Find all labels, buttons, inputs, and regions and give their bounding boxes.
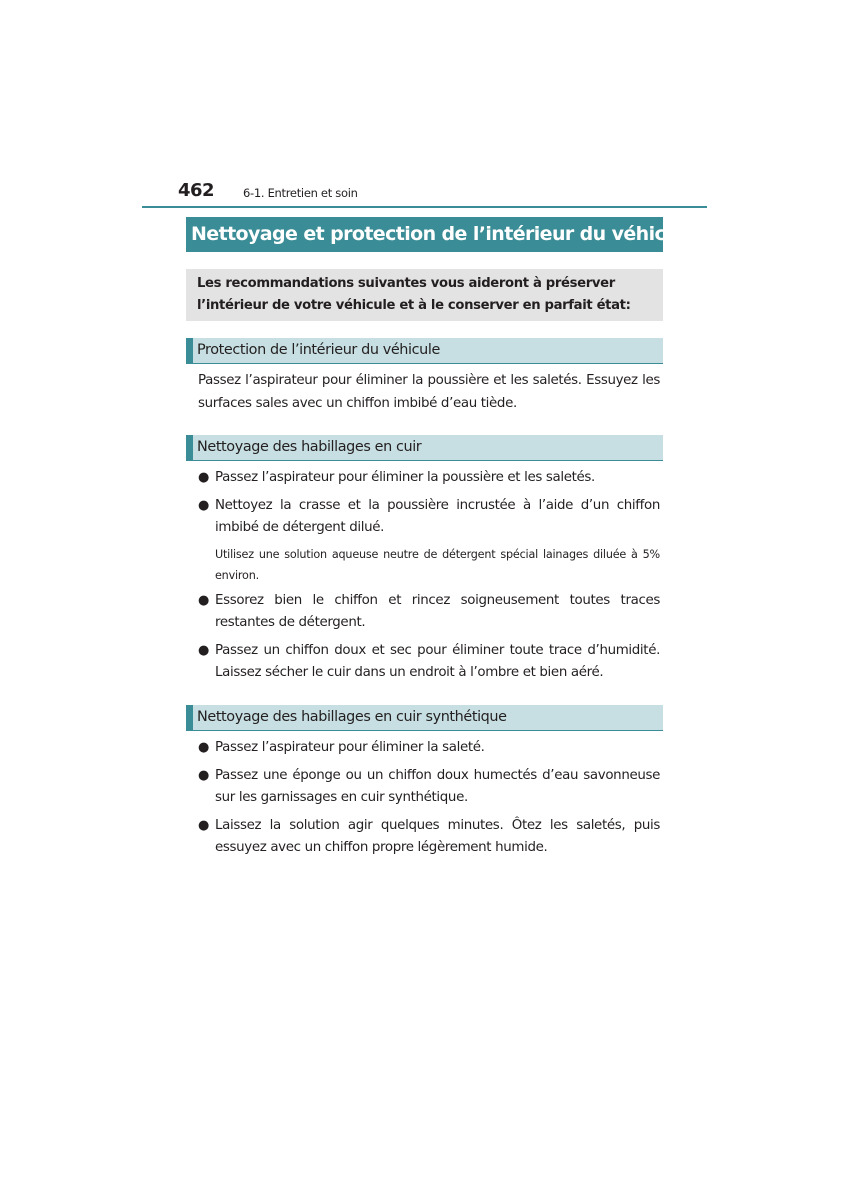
list-item-text: Nettoyez la crasse et la poussière incrustée à l’aide d’un chiffon imbibé de détergent dilué. — [215, 498, 660, 535]
list-item — [198, 765, 660, 809]
list-item — [198, 495, 660, 539]
list-item-text: Laissez la solution agir quelques minutes. Ôtez les saletés, puis essuyez avec un chiffon propre légèrement humide. — [215, 818, 660, 855]
list-item — [198, 815, 660, 859]
bullet-icon: ● — [198, 498, 209, 513]
list-item — [198, 640, 660, 684]
page-number: 462 — [178, 180, 215, 201]
chapter-title: 6-1. Entretien et soin — [243, 186, 358, 200]
bullet-icon: ● — [198, 740, 209, 755]
section-heading-leather — [186, 435, 663, 461]
section-accent-bar — [186, 338, 193, 363]
page-title: Nettoyage et protection de l’intérieur du véhicule — [186, 217, 663, 252]
section-heading-label: Nettoyage des habillages en cuir synthétique — [197, 709, 507, 725]
list-item — [198, 467, 660, 489]
bullet-icon: ● — [198, 470, 209, 485]
section-heading-synthetic-leather — [186, 705, 663, 731]
list-item-text: Passez un chiffon doux et sec pour éliminer toute trace d’humidité. Laissez sécher le cuir dans un endroit à l’ombre et bien aéré. — [215, 643, 660, 680]
intro-box — [186, 269, 663, 321]
section-heading-label: Nettoyage des habillages en cuir — [197, 439, 422, 455]
list-item-text: Passez une éponge ou un chiffon doux humectés d’eau savonneuse sur les garnissages en cuir synthétique. — [215, 768, 660, 805]
bullet-icon: ● — [198, 818, 209, 833]
list-item-text: Passez l’aspirateur pour éliminer la poussière et les saletés. — [215, 470, 595, 485]
section-heading-protection — [186, 338, 663, 364]
list-item-text: Passez l’aspirateur pour éliminer la saleté. — [215, 740, 485, 755]
list-item-text: Essorez bien le chiffon et rincez soigneusement toutes traces restantes de détergent. — [215, 593, 660, 630]
section-paragraph: Passez l’aspirateur pour éliminer la poussière et les saletés. Essuyez les surfaces sales avec un chiffon imbibé d’eau tiède. — [198, 373, 660, 411]
bullet-icon: ● — [198, 768, 209, 783]
list-item — [198, 590, 660, 634]
list-item — [198, 737, 660, 759]
section-accent-bar — [186, 435, 193, 460]
bullet-icon: ● — [198, 643, 209, 658]
intro-text: Les recommandations suivantes vous aideront à préserver l’intérieur de votre véhicule et à le conserver en parfait état: — [197, 276, 631, 313]
section-accent-bar — [186, 705, 193, 730]
note-text: Utilisez une solution aqueuse neutre de détergent spécial lainages diluée à 5% environ. — [215, 548, 660, 582]
header-divider — [142, 206, 707, 208]
section-heading-label: Protection de l’intérieur du véhicule — [197, 342, 440, 358]
bullet-icon: ● — [198, 593, 209, 608]
